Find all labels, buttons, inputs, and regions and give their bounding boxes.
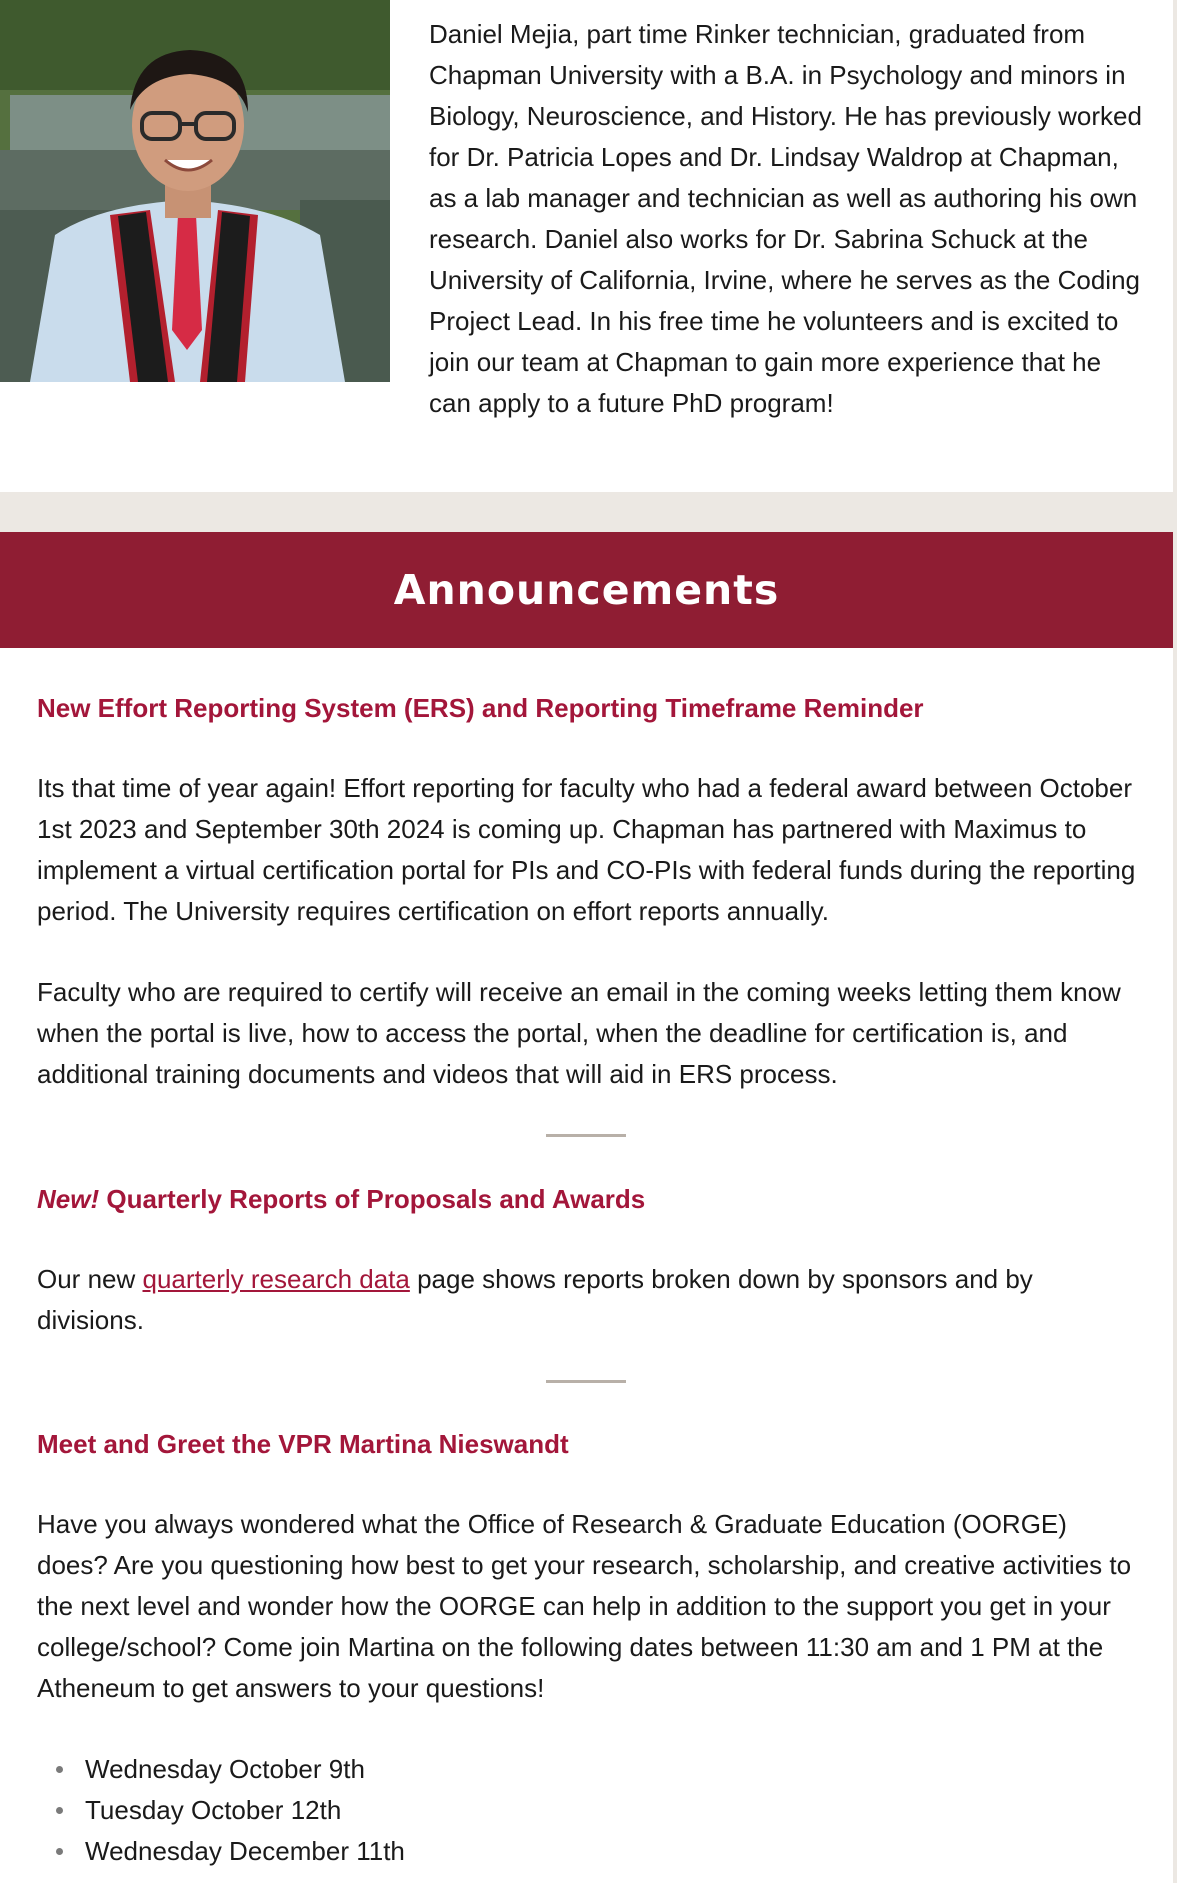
date-text: Wednesday October 9th <box>85 1754 365 1784</box>
meet-greet-paragraph: Have you always wondered what the Office of Research & Graduate Education (OORGE) does? Are you questioning how best to get your research, scholarship, and creative activities to the next level and wonder how the OORGE can help in addition to the support you get in your college/school? Come join Martina on the following dates between 11:30 am and 1 PM at the Atheneum to get answers to your questions! <box>37 1509 1132 1703</box>
announcements-banner <box>0 532 1173 648</box>
quarterly-text-after: page shows reports broken down by sponsors and by divisions. <box>37 1264 1033 1335</box>
staff-bio-section <box>0 0 1173 492</box>
ers-heading: New Effort Reporting System (ERS) and Reporting Timeframe Reminder <box>37 693 924 723</box>
announcements-title: Announcements <box>393 566 780 614</box>
ers-paragraph-1: Its that time of year again! Effort reporting for faculty who had a federal award between October 1st 2023 and September 30th 2024 is coming up. Chapman has partnered with Maximus to implement a virtual certification portal for PIs and CO-PIs with federal funds during the reporting period. The University requires certification on effort reports annually. <box>37 773 1136 926</box>
meet-dates-list <box>37 1749 405 1872</box>
bullet-icon <box>56 1766 63 1773</box>
quarterly-research-data-link[interactable]: quarterly research data <box>142 1264 410 1294</box>
bullet-icon <box>56 1807 63 1814</box>
quarterly-text-before: Our new <box>37 1264 143 1294</box>
date-text: Wednesday December 11th <box>85 1836 405 1866</box>
list-item <box>37 1790 405 1831</box>
list-item <box>37 1749 405 1790</box>
divider-2 <box>546 1380 626 1383</box>
quarterly-heading <box>37 1184 645 1215</box>
staff-photo <box>0 0 390 382</box>
bullet-icon <box>56 1848 63 1855</box>
divider-1 <box>546 1134 626 1137</box>
portrait-illustration <box>0 0 390 382</box>
bio-paragraph: Daniel Mejia, part time Rinker technician, graduated from Chapman University with a B.A. in Psychology and minors in Biology, Neuroscience, and History. He has previously worked for Dr. Patricia Lopes and Dr. Lindsay Waldrop at Chapman, as a lab manager and technician as well as authoring his own research. Daniel also works for Dr. Sabrina Schuck at the University of California, Irvine, where he serves as the Coding Project Lead. In his free time he volunteers and is excited to join our team at Chapman to gain more experience that he can apply to a future PhD program! <box>429 19 1142 418</box>
section-separator-band <box>0 492 1173 532</box>
list-item <box>37 1831 405 1872</box>
right-border <box>1173 0 1177 1883</box>
quarterly-heading-text: Quarterly Reports of Proposals and Awards <box>99 1184 646 1214</box>
meet-greet-heading: Meet and Greet the VPR Martina Nieswandt <box>37 1429 569 1459</box>
date-text: Tuesday October 12th <box>85 1795 342 1825</box>
quarterly-paragraph <box>37 1259 1137 1341</box>
new-label: New! <box>37 1184 100 1214</box>
ers-paragraph-2: Faculty who are required to certify will receive an email in the coming weeks letting them know when the portal is live, how to access the portal, when the deadline for certification is, and additional training documents and videos that will aid in ERS process. <box>37 977 1121 1089</box>
